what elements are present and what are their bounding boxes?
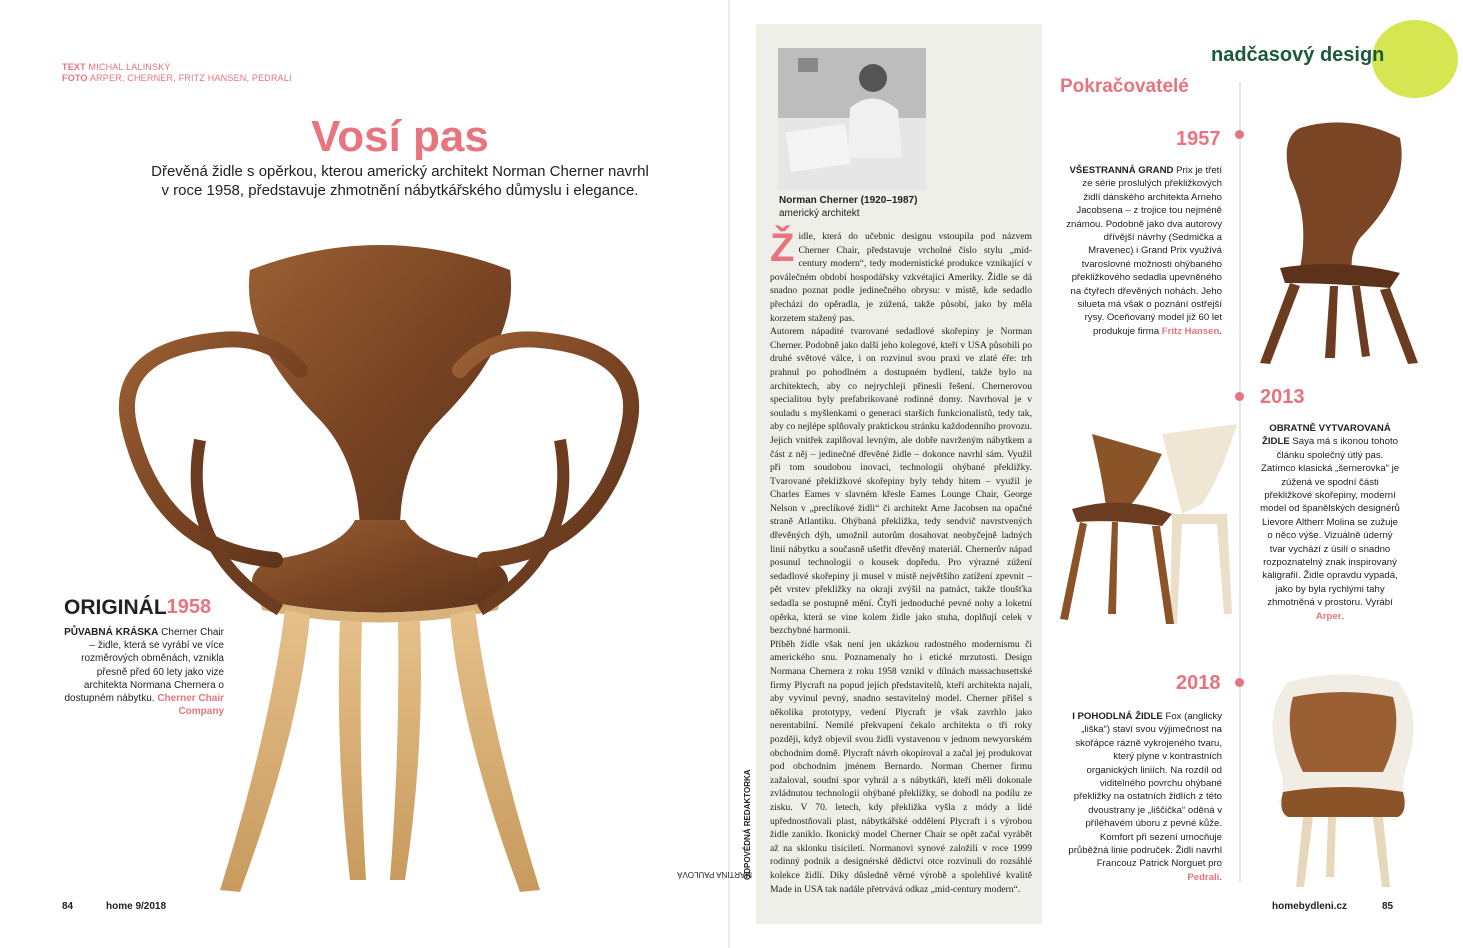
page-number-left: 84 [62, 901, 74, 912]
entry-grand-prix: VŠESTRANNÁ GRAND Prix je třetí ze série proslulých překližkových židlí dánského architekta Arneho Jacobsena – z trojice tou nejméně známou. Podobně jako dva autorovy dřívější návrhy (Sedmička a Mravenec) i Grand Prix využívá tvaroslovné možnosti ohýbaného překližkového sedadla upevněného na čtyřech dřevěných nohách. Jeho silueta má však o poznání ostřejší rysy. Oceňovaný model již 60 let produkuje firma Fritz Hansen. [1066, 165, 1222, 337]
pedrali-link[interactable]: Pedrali [1187, 871, 1220, 883]
section-tag-circle [1372, 20, 1458, 98]
entry-fox: I POHODLNÁ ŽIDLE Fox (anglicky „liška“) staví svou výjimečnost na skořápce rázně vykrojeného tvaru, který plyne v kontrastních organických liniích. Na rozdíl od viditelného povrchu ohýbané překližky na ostatních židlích z této dvoustrany je „liščička“ oděná v příléhavém úboru z pevné kůže. Komfort při sezení umocňuje průběžná linie područek. Židli navrhl Francouz Patrick Norguet pro Pedrali. [1068, 711, 1222, 883]
manufacturer-link[interactable]: Cherner Chair Company [157, 693, 224, 718]
successors-heading: Pokračovatelé [1060, 76, 1189, 97]
original-caption: PŮVABNÁ KRÁSKA Cherner Chair – židle, která se vyrábí ve více rozměrových obměnách, vznikla přesně před 60 lety jako vize architekta Normana Chernera o dostupném nábytku. Cherner Chair Company [64, 627, 224, 718]
section-tag: nadčasový design [1211, 44, 1385, 66]
arper-link[interactable]: Arper [1315, 610, 1342, 622]
article-body [770, 226, 1032, 896]
body-paragraph-3: Příběh židle však není jen ukázkou radostného modernismu či amerického snu. Poznamenaly ho i etické mrzutosti. Design Normana Chernera z roku 1958 vznikl v dílnách massachusettské firmy Plycraft na popud jejích představitelů, kteří architekta najali, aby vyvinul pevný, snadno sestavitelný model. Cherner přišel s několika prototypy, vedení Plycraft je však zavrhlo jako nerentabilní. Nemilé překvapení čekalo architekta o tři roky později, když objevil svou židli vystavenou v jednom newyorském obchodním domě. Plycraft návrh okopíroval a začal jej produkovat pod obchodním jménem Bernardo. Norman Cherner firmu zažaloval, soudní spor vyhrál a s nábytkáři, kteří měli dokonale zvládnutou technologii ohýbané překližky, se dohodl na podílu ze zisku. V 70. letech, kdy překližka vyšla z módy a lidé upřednostňovali plast, nábytkářské oddělení Plycraft i s výrobou židle zaniklo. Ikonický model Cherner Chair se opět začal vyrábět až na sklonku tisíciletí. Normanovi synové založili v roce 1999 rodinný podnik a designérské dědictví otce rozvinuli do rozsáhlé kolekce židlí. Díky důsledně věrné výrobě a spolehlivé kvalitě Made in USA tak nadále přetrvává odkaz „mid-century modern“. [770, 638, 1032, 895]
year-1957: 1957 [1176, 128, 1221, 150]
year-2018: 2018 [1176, 672, 1221, 694]
body-paragraph-1: idle, která do učebnic designu vstoupila pod názvem Cherner Chair, představuje vrcholné číslo stylu „mid-century modern“, tedy modernistické produkce vznikající v poválečném období hospodářsky vzkvétající Ameriky. Židle se dá snadno poznat podle jedinečného obrysu: v místě, kde sedadlo přechází do opěradla, je zúžená, takže působí, jako by měla korzetem stažený pas. [770, 231, 1032, 324]
timeline-dot [1235, 392, 1244, 401]
credits: TEXT MICHAL LALINSKÝ FOTO ARPER, CHERNER, FRITZ HANSEN, PEDRALI [62, 62, 292, 83]
article-title: Vosí pas [311, 112, 489, 161]
body-paragraph-2: Autorem nápadité tvarované sedadlové skořepiny je Norman Cherner. Podobně jako další jeho kolegové, kteří v USA působili po druhé světové válce, i on rozvinul svou praxi ve zlaté éře: trh prahnul po pohodlném a dostupném bydlení, takže bylo na architektech, aby co nejrychleji přinesli řešení. Chernerovou specialitou byly prefabrikované rodinné domy. Navrhoval je v souladu s myšlenkami o generaci starších funkcionalistů, tedy tak, aby co nejlépe splňovaly praktickou stránku každodenního provozu. Jejich vnitřek zaplňoval levným, ale dobře navrženým nábytkem a část z něj – jedinečné dřevěné židle – dokonce navrhl sám. Využil při tom soudobou inovaci, technologii ohýbané překližky. Tvarované překližkové skořepiny byly tehdy hitem – využil je Charles Eames v slavném křesle Eames Lounge Chair, George Nelson v „preclíkové židli“ či architekt Arne Jacobsen na opačné straně Atlantiku. Ohýbaná překližka, tedy sendvič navrstvených dřevěných dýh, umožnil autorům dosahovat neobyčejně ladných linií nábytku a současně ušetřit dřevěný materiál. Chernerův nápad posunul technologii o kousek dopředu. Pro výrazné zúžení sedadlové skořepiny ji musel v místě největšího zatížení zpevnit – pět vrstev překližky na okraji zvýšil na patnáct, takže tloušťka sedadla se postupně mění. Čtyři jednoduché pevné nohy a loketní opěrka, která se vine kolem židle jako stuha, doplňují celek v bezchybné harmonii. [770, 326, 1032, 637]
fritz-hansen-link[interactable]: Fritz Hansen [1161, 325, 1220, 337]
editor-credit: ODPOVĚDNÁ REDAKTORKA MARTINA PAULOVÁ [677, 769, 752, 880]
year-2013: 2013 [1260, 386, 1305, 408]
magazine-issue: home 9/2018 [106, 901, 167, 912]
saya-chairs-photo [1052, 414, 1242, 634]
article-lead: Dřevěná židle s opěrkou, kterou americký architekt Norman Cherner navrhl v roce 1958, představuje zhmotnění nábytkářského důmyslu i elegance. [151, 163, 649, 199]
spine-gutter [728, 0, 734, 948]
grand-prix-chair-photo [1240, 118, 1430, 368]
website: homebydleni.cz [1272, 901, 1348, 912]
portrait-caption: Norman Cherner (1920–1987) americký architekt [779, 195, 918, 219]
timeline-dot [1235, 678, 1244, 687]
original-heading: ORIGINÁL 1958 [64, 596, 212, 619]
entry-saya: OBRATNĚ VYTVAROVANÁ ŽIDLE Saya má s ikonou tohoto článku společný útlý pas. Zatímco klasická „šernerovka“ je zúžená ve spodní části překližkové skořepiny, moderní model od španělských designérů Lievore Altherr Molina se zužuje o něco výše. Vizuálně úderný tvar vychází z úsilí o snadno rozpoznatelný znak inspirovaný kaligrafií. Židle opravdu vypadá, jako by byla rychlými tahy zhmotněná v prostoru. Vyrábí Arper. [1260, 423, 1400, 622]
cherner-chair-photo [100, 230, 660, 900]
fox-chair-photo [1258, 672, 1428, 892]
page-number-right: 85 [1382, 901, 1394, 912]
portrait-photo [778, 48, 926, 190]
drop-cap: Ž [770, 226, 795, 270]
